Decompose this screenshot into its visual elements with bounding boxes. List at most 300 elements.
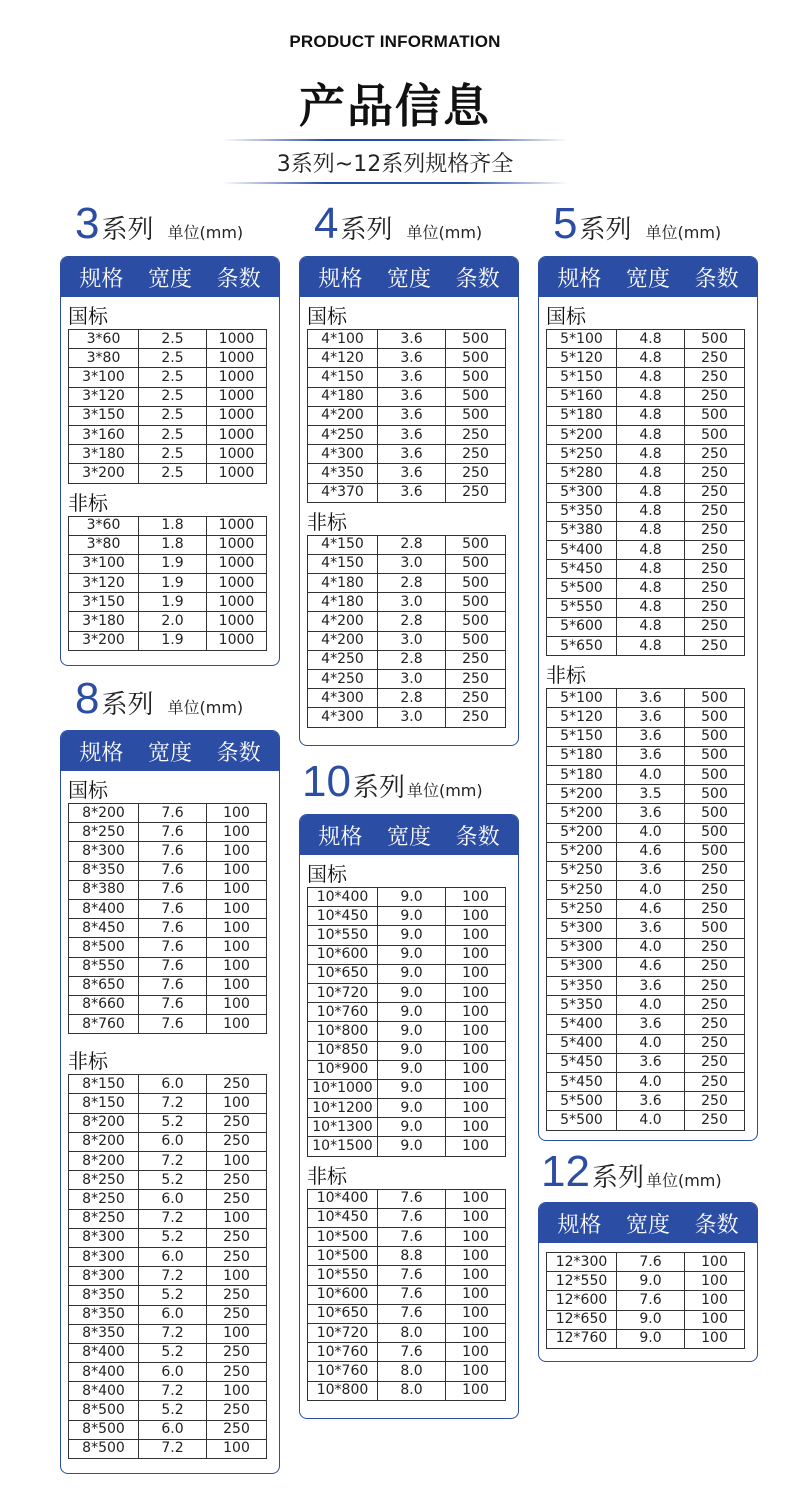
width-cell: 5.2 (139, 1228, 207, 1247)
spec-cell: 4*250 (308, 425, 378, 444)
spec-cell: 5*250 (547, 900, 617, 919)
spec-cell: 5*200 (547, 823, 617, 842)
spec-cell: 3*100 (69, 368, 139, 387)
spec-cell: 10*500 (308, 1247, 378, 1266)
width-cell: 2.5 (139, 349, 207, 368)
spec-cell: 8*450 (69, 919, 139, 938)
table-row (308, 349, 506, 368)
header-width: 宽度 (386, 266, 431, 292)
count-cell: 500 (685, 727, 745, 746)
width-cell: 2.5 (139, 464, 207, 483)
spec-cell: 5*160 (547, 387, 617, 406)
table-row (547, 502, 745, 521)
series-10-title (302, 757, 483, 806)
table-row (308, 425, 506, 444)
width-cell: 6.0 (139, 1420, 207, 1439)
spec-cell: 8*250 (69, 823, 139, 842)
width-cell: 5.2 (139, 1113, 207, 1132)
count-cell: 250 (207, 1132, 267, 1151)
table-row (308, 593, 506, 612)
spec-table (307, 887, 506, 1157)
spec-cell: 4*300 (308, 445, 378, 464)
width-cell: 4.8 (617, 387, 685, 406)
width-cell: 7.6 (139, 957, 207, 976)
spec-cell: 5*400 (547, 1034, 617, 1053)
count-cell: 1000 (207, 349, 267, 368)
count-cell: 250 (446, 670, 506, 689)
spec-cell: 10*400 (308, 888, 378, 907)
width-cell: 5.2 (139, 1286, 207, 1305)
series-card (538, 1202, 758, 1362)
table-row (547, 387, 745, 406)
table-row (69, 1439, 267, 1458)
count-cell: 100 (207, 899, 267, 918)
spec-cell: 10*1200 (308, 1099, 378, 1118)
table-row (308, 406, 506, 425)
count-cell: 250 (685, 1053, 745, 1072)
width-cell: 4.0 (617, 1034, 685, 1053)
table-row (547, 1329, 745, 1348)
table-row (547, 861, 745, 880)
count-cell: 250 (685, 368, 745, 387)
spec-table (546, 1252, 745, 1349)
width-cell: 7.6 (378, 1208, 446, 1227)
table-row (308, 1323, 506, 1342)
table-row (308, 1343, 506, 1362)
width-cell: 3.6 (378, 406, 446, 425)
spec-cell: 8*380 (69, 880, 139, 899)
table-row (547, 765, 745, 784)
count-cell: 500 (685, 823, 745, 842)
table-row (69, 631, 267, 650)
spec-cell: 10*600 (308, 945, 378, 964)
spec-cell: 4*300 (308, 689, 378, 708)
spec-cell: 3*150 (69, 406, 139, 425)
count-cell: 250 (685, 637, 745, 656)
count-cell: 100 (685, 1329, 745, 1348)
width-cell: 3.6 (378, 349, 446, 368)
count-cell: 500 (446, 574, 506, 593)
width-cell: 7.2 (139, 1209, 207, 1228)
table-row (308, 1003, 506, 1022)
spec-cell: 3*100 (69, 554, 139, 573)
spec-cell: 8*200 (69, 804, 139, 823)
table-row (308, 1362, 506, 1381)
table-row (308, 1118, 506, 1137)
width-cell: 1.9 (139, 574, 207, 593)
count-cell: 100 (446, 964, 506, 983)
table-row (547, 579, 745, 598)
width-cell: 2.0 (139, 612, 207, 631)
count-cell: 500 (446, 612, 506, 631)
spec-cell: 12*760 (547, 1329, 617, 1348)
table-row (69, 823, 267, 842)
count-cell: 100 (207, 1324, 267, 1343)
spec-cell: 10*650 (308, 1304, 378, 1323)
count-cell: 250 (207, 1305, 267, 1324)
table-row (547, 368, 745, 387)
count-cell: 100 (685, 1310, 745, 1329)
count-cell: 100 (207, 919, 267, 938)
header-count: 条数 (455, 266, 500, 292)
width-cell: 9.0 (378, 1022, 446, 1041)
table-row (308, 464, 506, 483)
width-cell: 4.8 (617, 425, 685, 444)
spec-cell: 8*200 (69, 1113, 139, 1132)
count-cell: 250 (685, 598, 745, 617)
table-row (69, 535, 267, 554)
width-cell: 2.5 (139, 445, 207, 464)
english-title: PRODUCT INFORMATION (289, 32, 501, 51)
spec-cell: 10*720 (308, 1323, 378, 1342)
count-cell: 100 (446, 1247, 506, 1266)
width-cell: 6.0 (139, 1075, 207, 1094)
spec-cell: 4*120 (308, 349, 378, 368)
table-row (308, 1266, 506, 1285)
spec-cell: 3*120 (69, 574, 139, 593)
spec-cell: 10*900 (308, 1060, 378, 1079)
table-row (308, 1079, 506, 1098)
width-cell: 7.6 (139, 938, 207, 957)
count-cell: 100 (446, 1285, 506, 1304)
table-row (547, 785, 745, 804)
count-cell: 250 (685, 1034, 745, 1053)
table-row (547, 1034, 745, 1053)
spec-cell: 4*100 (308, 330, 378, 349)
count-cell: 100 (207, 976, 267, 995)
spec-cell: 4*180 (308, 593, 378, 612)
spec-cell: 5*450 (547, 1053, 617, 1072)
spec-cell: 12*300 (547, 1253, 617, 1272)
count-cell: 100 (446, 1323, 506, 1342)
spec-cell: 5*250 (547, 445, 617, 464)
width-cell: 9.0 (617, 1310, 685, 1329)
table-row (69, 387, 267, 406)
spec-cell: 4*300 (308, 708, 378, 727)
table-row (547, 521, 745, 540)
table-row (547, 957, 745, 976)
width-cell: 3.0 (378, 670, 446, 689)
spec-cell: 10*850 (308, 1041, 378, 1060)
count-cell: 500 (446, 368, 506, 387)
spec-cell: 5*500 (547, 1111, 617, 1130)
table-row (547, 464, 745, 483)
count-cell: 100 (446, 1022, 506, 1041)
count-cell: 500 (446, 387, 506, 406)
table-row (547, 919, 745, 938)
table-row (69, 1363, 267, 1382)
width-cell: 4.8 (617, 502, 685, 521)
width-cell: 7.6 (139, 842, 207, 861)
spec-cell: 8*400 (69, 1363, 139, 1382)
count-cell: 1000 (207, 330, 267, 349)
table-row (69, 516, 267, 535)
count-cell: 250 (446, 483, 506, 502)
count-cell: 500 (685, 842, 745, 861)
non-gb-label: 非标 (68, 1049, 108, 1074)
count-cell: 250 (446, 708, 506, 727)
count-cell: 1000 (207, 612, 267, 631)
table-row (547, 708, 745, 727)
count-cell: 500 (685, 708, 745, 727)
width-cell: 3.6 (617, 708, 685, 727)
table-row (308, 926, 506, 945)
width-cell: 7.6 (378, 1343, 446, 1362)
table-row (308, 708, 506, 727)
table-row (69, 880, 267, 899)
unit-label: 单位(mm) (406, 223, 483, 242)
table-row (69, 1075, 267, 1094)
table-row (547, 1310, 745, 1329)
width-cell: 7.6 (378, 1285, 446, 1304)
width-cell: 7.6 (139, 976, 207, 995)
table-row (69, 1209, 267, 1228)
spec-cell: 8*200 (69, 1132, 139, 1151)
series-card (299, 814, 519, 1419)
width-cell: 5.2 (139, 1171, 207, 1190)
count-cell: 500 (446, 349, 506, 368)
table-row (308, 1381, 506, 1400)
width-cell: 9.0 (617, 1329, 685, 1348)
table-row (547, 445, 745, 464)
spec-cell: 12*650 (547, 1310, 617, 1329)
width-cell: 6.0 (139, 1132, 207, 1151)
width-cell: 7.6 (617, 1291, 685, 1310)
width-cell: 3.0 (378, 593, 446, 612)
table-row (308, 1099, 506, 1118)
count-cell: 100 (446, 1381, 506, 1400)
table-row (69, 995, 267, 1014)
header-count: 条数 (694, 1212, 739, 1238)
width-cell: 7.6 (617, 1253, 685, 1272)
table-row (308, 387, 506, 406)
series-card (60, 256, 280, 666)
width-cell: 7.6 (139, 823, 207, 842)
width-cell: 4.8 (617, 637, 685, 656)
table-header (539, 257, 757, 297)
spec-cell: 10*600 (308, 1285, 378, 1304)
width-cell: 5.2 (139, 1401, 207, 1420)
count-cell: 100 (685, 1272, 745, 1291)
width-cell: 7.6 (378, 1189, 446, 1208)
table-row (69, 938, 267, 957)
width-cell: 9.0 (378, 907, 446, 926)
count-cell: 500 (685, 804, 745, 823)
width-cell: 4.6 (617, 900, 685, 919)
count-cell: 500 (685, 746, 745, 765)
table-row (547, 349, 745, 368)
width-cell: 7.6 (378, 1228, 446, 1247)
spec-cell: 4*350 (308, 464, 378, 483)
width-cell: 3.6 (617, 919, 685, 938)
count-cell: 250 (207, 1363, 267, 1382)
width-cell: 9.0 (378, 983, 446, 1002)
header-width: 宽度 (147, 266, 192, 292)
width-cell: 7.2 (139, 1324, 207, 1343)
width-cell: 9.0 (378, 1137, 446, 1156)
spec-cell: 5*450 (547, 560, 617, 579)
width-cell: 2.8 (378, 650, 446, 669)
unit-label: 单位(mm) (167, 698, 244, 717)
spec-cell: 10*1300 (308, 1118, 378, 1137)
count-cell: 100 (207, 880, 267, 899)
count-cell: 250 (446, 464, 506, 483)
table-row (69, 574, 267, 593)
width-cell: 1.8 (139, 516, 207, 535)
table-row (547, 727, 745, 746)
header-count: 条数 (455, 824, 500, 850)
count-cell: 100 (207, 957, 267, 976)
width-cell: 7.6 (378, 1266, 446, 1285)
count-cell: 250 (685, 483, 745, 502)
spec-cell: 10*720 (308, 983, 378, 1002)
width-cell: 4.8 (617, 521, 685, 540)
spec-cell: 5*650 (547, 637, 617, 656)
spec-cell: 10*1500 (308, 1137, 378, 1156)
count-cell: 250 (685, 502, 745, 521)
spec-cell: 8*500 (69, 1420, 139, 1439)
width-cell: 3.6 (378, 483, 446, 502)
table-row (547, 598, 745, 617)
count-cell: 100 (207, 1015, 267, 1034)
series-5-title (553, 199, 722, 248)
table-row (69, 1267, 267, 1286)
count-cell: 250 (685, 1092, 745, 1111)
count-cell: 250 (207, 1343, 267, 1362)
width-cell: 3.6 (378, 387, 446, 406)
width-cell: 6.0 (139, 1305, 207, 1324)
spec-cell: 5*350 (547, 977, 617, 996)
table-row (69, 1171, 267, 1190)
spec-cell: 5*250 (547, 881, 617, 900)
count-cell: 250 (207, 1420, 267, 1439)
count-cell: 100 (446, 907, 506, 926)
count-cell: 100 (207, 804, 267, 823)
spec-cell: 8*250 (69, 1209, 139, 1228)
table-row (547, 938, 745, 957)
spec-cell: 4*150 (308, 554, 378, 573)
table-row (547, 881, 745, 900)
spec-cell: 8*250 (69, 1171, 139, 1190)
series-3-title (75, 199, 244, 248)
width-cell: 3.6 (617, 977, 685, 996)
spec-cell: 10*650 (308, 964, 378, 983)
spec-cell: 4*370 (308, 483, 378, 502)
spec-cell: 5*450 (547, 1072, 617, 1091)
spec-cell: 10*450 (308, 1208, 378, 1227)
spec-cell: 5*150 (547, 368, 617, 387)
width-cell: 3.6 (378, 425, 446, 444)
spec-cell: 3*80 (69, 349, 139, 368)
table-row (308, 1247, 506, 1266)
spec-cell: 8*350 (69, 1305, 139, 1324)
count-cell: 100 (685, 1291, 745, 1310)
table-row (308, 368, 506, 387)
unit-label: 单位(mm) (167, 223, 244, 242)
width-cell: 7.6 (139, 899, 207, 918)
count-cell: 1000 (207, 574, 267, 593)
table-row (308, 574, 506, 593)
width-cell: 7.6 (139, 1015, 207, 1034)
page-subtitle: 3系列~12系列规格齐全 (276, 152, 514, 177)
table-row (69, 1305, 267, 1324)
width-cell: 7.2 (139, 1382, 207, 1401)
spec-cell: 10*550 (308, 926, 378, 945)
spec-cell: 8*350 (69, 861, 139, 880)
table-row (69, 425, 267, 444)
spec-cell: 8*660 (69, 995, 139, 1014)
count-cell: 250 (446, 425, 506, 444)
count-cell: 100 (207, 1152, 267, 1171)
width-cell: 5.2 (139, 1343, 207, 1362)
spec-cell: 5*300 (547, 919, 617, 938)
spec-cell: 5*200 (547, 425, 617, 444)
series-number: 5 (553, 199, 578, 248)
table-row (69, 593, 267, 612)
width-cell: 9.0 (378, 1041, 446, 1060)
table-header (539, 1203, 757, 1243)
table-row (547, 996, 745, 1015)
width-cell: 7.2 (139, 1439, 207, 1458)
spec-cell: 10*800 (308, 1381, 378, 1400)
table-row (308, 631, 506, 650)
table-header (300, 815, 518, 855)
table-row (547, 804, 745, 823)
table-row (308, 650, 506, 669)
count-cell: 100 (207, 1209, 267, 1228)
width-cell: 7.6 (139, 861, 207, 880)
count-cell: 100 (446, 1099, 506, 1118)
spec-cell: 5*500 (547, 579, 617, 598)
non-gb-label: 非标 (68, 490, 108, 515)
width-cell: 2.8 (378, 612, 446, 631)
count-cell: 250 (207, 1401, 267, 1420)
count-cell: 250 (685, 579, 745, 598)
spec-table (307, 1189, 506, 1401)
width-cell: 4.0 (617, 996, 685, 1015)
count-cell: 250 (685, 938, 745, 957)
count-cell: 100 (207, 995, 267, 1014)
spec-cell: 5*350 (547, 996, 617, 1015)
spec-cell: 8*150 (69, 1094, 139, 1113)
count-cell: 100 (207, 861, 267, 880)
count-cell: 250 (446, 650, 506, 669)
table-row (547, 406, 745, 425)
count-cell: 500 (685, 919, 745, 938)
table-row (547, 823, 745, 842)
count-cell: 250 (207, 1286, 267, 1305)
width-cell: 3.6 (378, 445, 446, 464)
width-cell: 2.5 (139, 425, 207, 444)
count-cell: 100 (446, 1208, 506, 1227)
spec-cell: 3*200 (69, 631, 139, 650)
count-cell: 500 (685, 689, 745, 708)
width-cell: 4.8 (617, 349, 685, 368)
table-row (69, 1132, 267, 1151)
spec-cell: 5*300 (547, 938, 617, 957)
spec-cell: 3*200 (69, 464, 139, 483)
table-header (300, 257, 518, 297)
width-cell: 3.6 (378, 330, 446, 349)
series-word: 系列 (101, 690, 154, 720)
spec-cell: 5*400 (547, 541, 617, 560)
gb-label: 国标 (307, 304, 347, 328)
spec-cell: 5*200 (547, 785, 617, 804)
width-cell: 4.0 (617, 823, 685, 842)
spec-cell: 5*500 (547, 1092, 617, 1111)
width-cell: 4.8 (617, 330, 685, 349)
series-number: 3 (75, 199, 100, 248)
